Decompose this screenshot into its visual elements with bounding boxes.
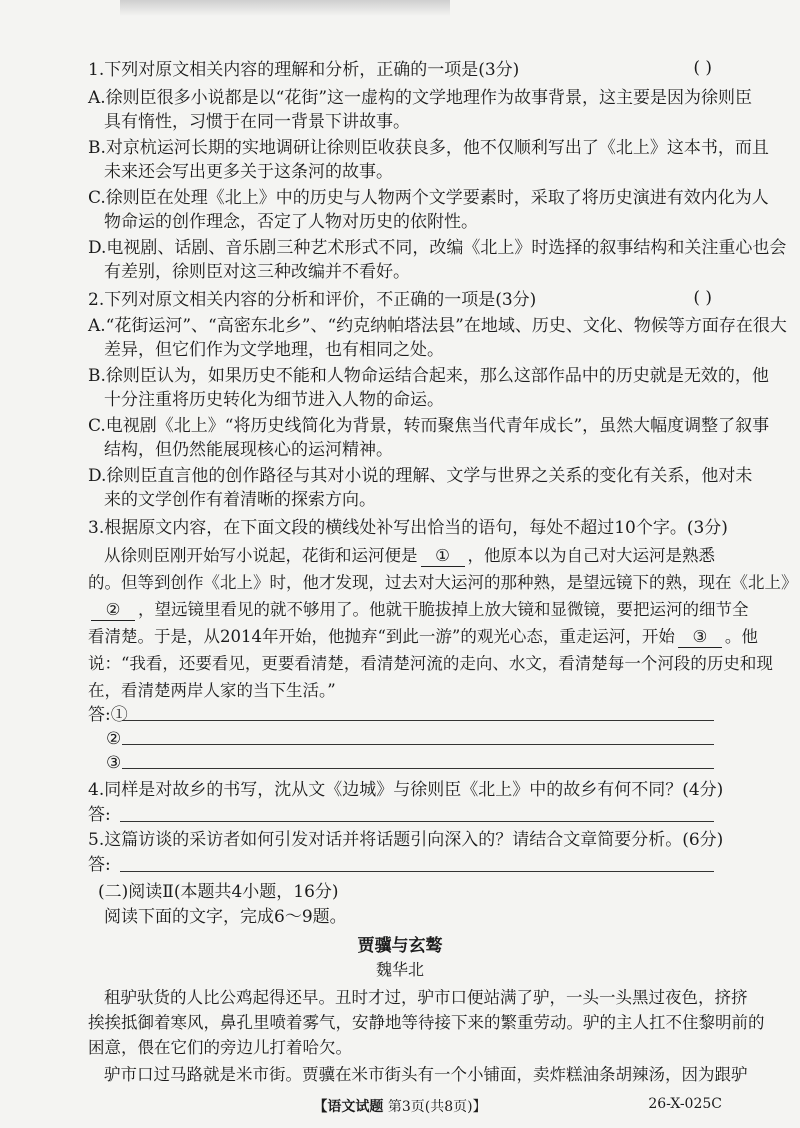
q2-answer-paren[interactable]: ( ) xyxy=(693,288,712,308)
q2-option-c-line1: C.电视剧《北上》“将历史线简化为背景，转而聚焦当代青年成长”，虽然大幅度调整了叙事 xyxy=(88,416,770,436)
q3-blank-3[interactable]: ③ xyxy=(678,627,722,648)
q3-blank-1[interactable]: ① xyxy=(421,546,465,567)
section2-heading: (二)阅读Ⅱ(本题共4小题，16分) xyxy=(98,882,339,902)
q2-option-a-line2: 差异，但它们作为文学地理，也有相同之处。 xyxy=(104,340,444,360)
q2-option-b-line1: B.徐则臣认为，如果历史不能和人物命运结合起来，那么这部作品中的历史就是无效的，他 xyxy=(88,366,769,386)
article-title: 贾骥与玄骜 xyxy=(357,936,443,956)
q5-stem: 5.这篇访谈的采访者如何引发对话并将话题引向深入的？请结合文章简要分析。(6分) xyxy=(88,830,724,850)
q4-answer-line[interactable] xyxy=(120,821,714,822)
q1-option-d-line1: D.电视剧、话剧、音乐剧三种艺术形式不同，改编《北上》时选择的叙事结构和关注重心也会 xyxy=(88,238,787,258)
section2-instruction: 阅读下面的文字，完成6～9题。 xyxy=(104,907,347,927)
q5-answer-label: 答: xyxy=(88,855,111,875)
q3-passage-line1: 从徐则臣刚开始写小说起，花街和运河便是 ① ，他原本以为自己对大运河是熟悉 xyxy=(104,546,715,565)
q3-answer-label-3: ③ xyxy=(106,753,122,773)
q1-option-a-line1: A.徐则臣很多小说都是以“花街”这一虚构的文学地理作为故事背景，这主要是因为徐则臣 xyxy=(88,88,753,108)
q1-option-c-line2: 物命运的创作理念，否定了人物对历史的依附性。 xyxy=(104,212,478,232)
footer-subject: 【语文试题 xyxy=(313,1099,384,1115)
article-para1-line3: 困意，偎在它们的旁边儿打着哈欠。 xyxy=(88,1038,352,1057)
article-para1-line2: 挨挨抵御着寒风，鼻孔里喷着雾气，安静地等待接下来的繁重劳动。驴的主人扛不住黎明前的 xyxy=(88,1013,765,1032)
q2-option-a-line1: A.“花街运河”、“高密东北乡”、“约克纳帕塔法县”在地域、历史、文化、物候等方面存在很大 xyxy=(88,316,787,336)
q1-option-d-line2: 有差别，徐则臣对这三种改编并不看好。 xyxy=(104,262,410,282)
q1-option-a-line2: 具有惰性，习惯于在同一背景下讲故事。 xyxy=(104,112,410,132)
q1-stem: 1.下列对原文相关内容的理解和分析，正确的一项是(3分) xyxy=(88,60,520,80)
q2-option-b-line2: 十分注重将历史转化为细节进入人物的命运。 xyxy=(104,390,444,410)
q5-answer-line[interactable] xyxy=(120,871,714,872)
q4-answer-label: 答: xyxy=(88,805,111,825)
footer-page-number: 第3页(共8页)】 xyxy=(387,1099,487,1115)
q3-passage-line2: 的。但等到创作《北上》时，他才发现，过去对大运河的那种熟，是望远镜下的熟，现在《北上》 xyxy=(88,573,798,592)
footer-exam-code: 26-X-025C xyxy=(648,1096,722,1112)
q3-passage-line5: 说：“我看，还要看见，更要看清楚，看清楚河流的走向、水文，看清楚每一个河段的历史和现 xyxy=(88,654,773,673)
q3-answer-line-2[interactable] xyxy=(122,744,714,745)
q2-option-c-line2: 结构，但仍然能展现核心的运河精神。 xyxy=(104,440,393,460)
q1-answer-paren[interactable]: ( ) xyxy=(693,58,712,78)
q3-passage-line3: ② ，望远镜里看见的就不够用了。他就干脆拔掉上放大镜和显微镜，要把运河的细节全 xyxy=(88,598,728,622)
scan-shadow xyxy=(120,0,450,16)
q3-passage-line6: 在，看清楚两岸人家的当下生活。” xyxy=(88,681,336,700)
q3-blank-2[interactable]: ② xyxy=(91,600,135,621)
q3-answer-label-2: ② xyxy=(106,729,122,749)
q2-option-d-line2: 来的文学创作有着清晰的探索方向。 xyxy=(104,490,376,510)
q3-answer-line-3[interactable] xyxy=(122,768,714,769)
q2-option-d-line1: D.徐则臣直言他的创作路径与其对小说的理解、文学与世界之关系的变化有关系，他对未 xyxy=(88,466,753,486)
q2-stem: 2.下列对原文相关内容的分析和评价，不正确的一项是(3分) xyxy=(88,290,537,310)
article-author: 魏华北 xyxy=(375,960,424,979)
q1-option-c-line1: C.徐则臣在处理《北上》中的历史与人物两个文学要素时，采取了将历史演进有效内化为人 xyxy=(88,188,769,208)
q3-answer-line-1[interactable] xyxy=(122,720,714,721)
q1-option-b-line1: B.对京杭运河长期的实地调研让徐则臣收获良多，他不仅顺利写出了《北上》这本书，而且 xyxy=(88,138,769,158)
q3-stem: 3.根据原文内容，在下面文段的横线处补写出恰当的语句，每处不超过10个字。(3分) xyxy=(88,518,728,538)
q3-answer-label-1: 答:① xyxy=(88,705,128,725)
article-para2-line1: 驴市口过马路就是米市街。贾骥在米市街头有一个小铺面，卖炸糕油条胡辣汤，因为跟驴 xyxy=(104,1065,748,1084)
article-para1-line1: 租驴驮货的人比公鸡起得还早。丑时才过，驴市口便站满了驴，一头一头黑过夜色，挤挤 xyxy=(104,988,748,1007)
q1-option-b-line2: 未来还会写出更多关于这条河的故事。 xyxy=(104,162,393,182)
q4-stem: 4.同样是对故乡的书写，沈从文《边城》与徐则臣《北上》中的故乡有何不同？(4分) xyxy=(88,780,724,800)
page-footer xyxy=(0,1096,800,1118)
q3-passage-line4: 看清楚。于是，从2014年开始，他抛弃“到此一游”的观光心态，重走运河，开始 ③ 。他 xyxy=(88,627,758,646)
